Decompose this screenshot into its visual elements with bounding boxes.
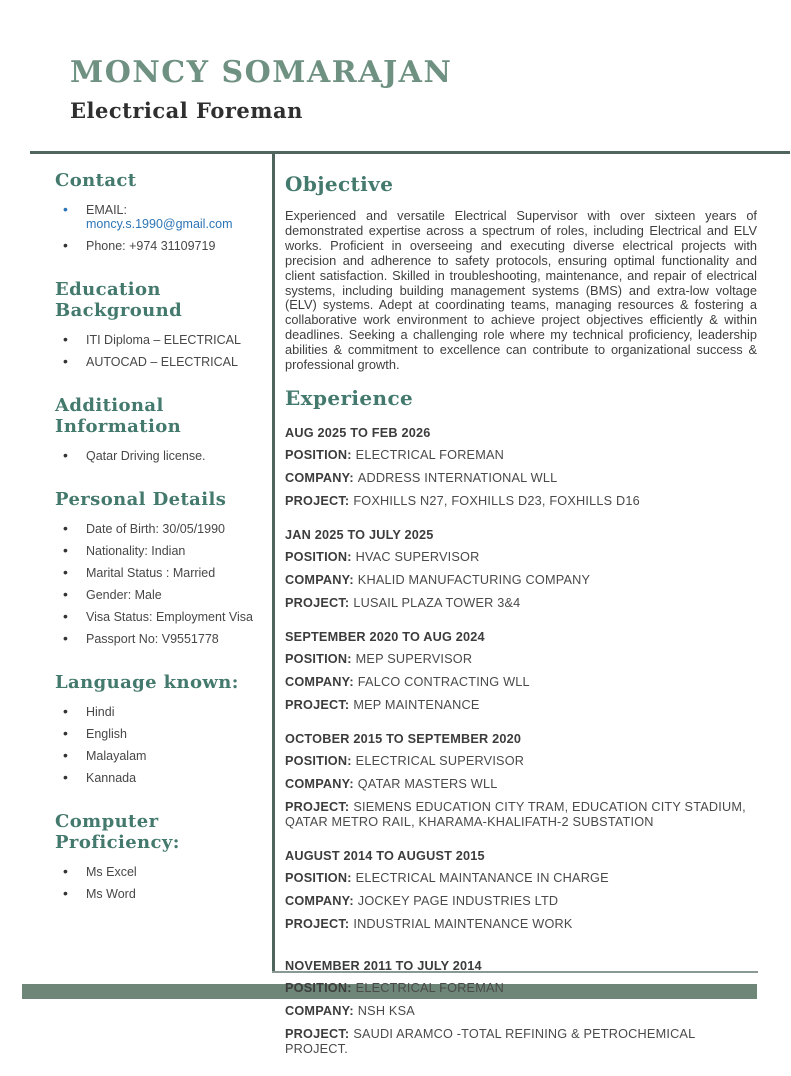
- position-value: ELECTRICAL SUPERVISOR: [355, 753, 525, 768]
- list-item: • Visa Status: Employment Visa: [55, 610, 267, 624]
- languages-heading: Language known:: [55, 672, 239, 693]
- entry-dates: JAN 2025 TO JULY 2025: [285, 527, 434, 542]
- header-divider-line: [30, 151, 790, 154]
- entry-position: [285, 550, 757, 565]
- entry-position: [285, 448, 757, 463]
- entry-project: [285, 494, 757, 509]
- company-label: COMPANY:: [285, 776, 354, 791]
- position-value: ELECTRICAL MAINTANANCE IN CHARGE: [355, 870, 609, 885]
- entry-project: [285, 800, 757, 830]
- position-label: POSITION:: [285, 549, 352, 564]
- entry-company: [285, 573, 757, 588]
- email-link[interactable]: moncy.s.1990@gmail.com: [86, 217, 233, 231]
- candidate-name: MONCY SOMARAJAN: [70, 55, 453, 90]
- candidate-title: Electrical Foreman: [70, 98, 303, 123]
- company-value: FALCO CONTRACTING WLL: [357, 674, 530, 689]
- entry-company: [285, 894, 757, 909]
- list-item: • Hindi: [55, 705, 267, 719]
- project-label: PROJECT:: [285, 1026, 350, 1041]
- entry-company: [285, 777, 757, 792]
- entry-company: [285, 675, 757, 690]
- list-item: • Malayalam: [55, 749, 267, 763]
- company-value: ADDRESS INTERNATIONAL WLL: [357, 470, 558, 485]
- project-value: MEP MAINTENANCE: [353, 697, 480, 712]
- list-item: • Ms Excel: [55, 865, 267, 879]
- company-label: COMPANY:: [285, 470, 354, 485]
- position-value: ELECTRICAL FOREMAN: [355, 447, 505, 462]
- company-value: NSH KSA: [357, 1003, 415, 1018]
- list-item: • Passport No: V9551778: [55, 632, 267, 646]
- contact-email-item: [55, 203, 267, 231]
- company-label: COMPANY:: [285, 674, 354, 689]
- experience-entry: [285, 732, 757, 830]
- entry-position: [285, 981, 757, 996]
- experience-entry: [285, 959, 757, 1057]
- company-value: JOCKEY PAGE INDUSTRIES LTD: [357, 893, 559, 908]
- right-column: [285, 172, 757, 1076]
- left-column: [55, 170, 267, 927]
- list-item: • Marital Status : Married: [55, 566, 267, 580]
- list-item: • Kannada: [55, 771, 267, 785]
- personal-details-section: [55, 489, 267, 646]
- contact-phone-item: • Phone: +974 31109719: [55, 239, 267, 253]
- project-value: SAUDI ARAMCO -TOTAL REFINING & PETROCHEMICAL PROJECT.: [285, 1026, 695, 1056]
- project-label: PROJECT:: [285, 697, 350, 712]
- entry-position: [285, 871, 757, 886]
- position-label: POSITION:: [285, 870, 352, 885]
- entry-company: [285, 471, 757, 486]
- project-value: FOXHILLS N27, FOXHILLS D23, FOXHILLS D16: [353, 493, 640, 508]
- computer-proficiency-section: [55, 811, 267, 901]
- list-item: • English: [55, 727, 267, 741]
- position-label: POSITION:: [285, 753, 352, 768]
- experience-entry: [285, 528, 757, 611]
- experience-heading: Experience: [285, 385, 414, 410]
- position-label: POSITION:: [285, 980, 352, 995]
- additional-info-section: [55, 395, 267, 463]
- project-label: PROJECT:: [285, 595, 350, 610]
- entry-project: [285, 698, 757, 713]
- list-item: • Qatar Driving license.: [55, 449, 267, 463]
- objective-heading: Objective: [285, 172, 394, 196]
- additional-info-heading: Additional Information: [55, 395, 182, 437]
- list-item: • Date of Birth: 30/05/1990: [55, 522, 267, 536]
- position-value: ELECTRICAL FOREMAN: [355, 980, 505, 995]
- column-divider-line: [272, 151, 275, 973]
- entry-dates: SEPTEMBER 2020 TO AUG 2024: [285, 629, 485, 644]
- header: [70, 55, 452, 123]
- experience-entry: [285, 849, 757, 932]
- position-value: MEP SUPERVISOR: [355, 651, 473, 666]
- company-label: COMPANY:: [285, 893, 354, 908]
- position-label: POSITION:: [285, 447, 352, 462]
- company-value: KHALID MANUFACTURING COMPANY: [357, 572, 591, 587]
- contact-heading: Contact: [55, 170, 137, 191]
- education-section: [55, 279, 267, 369]
- entry-position: [285, 652, 757, 667]
- list-item: • Gender: Male: [55, 588, 267, 602]
- entry-project: [285, 1027, 757, 1057]
- entry-company: [285, 1004, 757, 1019]
- personal-details-heading: Personal Details: [55, 489, 227, 510]
- project-label: PROJECT:: [285, 493, 350, 508]
- company-label: COMPANY:: [285, 572, 354, 587]
- position-label: POSITION:: [285, 651, 352, 666]
- objective-paragraph: Experienced and versatile Electrical Supervisor with over sixteen years of demonstrated expertise across a spectrum of roles, including Electrical and ELV works. Proficient in overseeing and executing diverse electrical projects with precision and adherence to safety protocols, ensuring optimal functionality and client satisfaction. Skilled in troubleshooting, maintenance, and repair of electrical systems, including building management systems (BMS) and extra-low voltage (ELV) systems. Adept at coordinating teams, managing resources & fostering a collaborative work environment to achieve project objectives efficiently & within deadlines. Seeking a challenging role where my technical proficiency, leadership abilities & commitment to excellence can contribute to organizational success & professional growth.: [285, 208, 757, 373]
- project-label: PROJECT:: [285, 916, 350, 931]
- position-value: HVAC SUPERVISOR: [355, 549, 480, 564]
- entry-project: [285, 596, 757, 611]
- company-label: COMPANY:: [285, 1003, 354, 1018]
- list-item: • Ms Word: [55, 887, 267, 901]
- languages-section: [55, 672, 267, 785]
- experience-entry: [285, 426, 757, 509]
- project-value: SIEMENS EDUCATION CITY TRAM, EDUCATION CITY STADIUM, QATAR METRO RAIL, KHARAMA-KHALIFATH-2 SUBSTATION: [285, 799, 746, 829]
- contact-section: [55, 170, 267, 253]
- computer-proficiency-heading: Computer Proficiency:: [55, 811, 180, 853]
- project-label: PROJECT:: [285, 799, 350, 814]
- entry-dates: AUGUST 2014 TO AUGUST 2015: [285, 848, 485, 863]
- list-item: • Nationality: Indian: [55, 544, 267, 558]
- list-item: • AUTOCAD – ELECTRICAL: [55, 355, 267, 369]
- project-value: LUSAIL PLAZA TOWER 3&4: [353, 595, 521, 610]
- entry-dates: AUG 2025 TO FEB 2026: [285, 425, 431, 440]
- company-value: QATAR MASTERS WLL: [357, 776, 498, 791]
- entry-dates: NOVEMBER 2011 TO JULY 2014: [285, 958, 482, 973]
- entry-position: [285, 754, 757, 769]
- education-heading: Education Background: [55, 279, 183, 321]
- email-label: EMAIL:: [86, 203, 127, 217]
- entry-project: [285, 917, 757, 932]
- list-item: • ITI Diploma – ELECTRICAL: [55, 333, 267, 347]
- entry-dates: OCTOBER 2015 TO SEPTEMBER 2020: [285, 731, 522, 746]
- experience-entry: [285, 630, 757, 713]
- project-value: INDUSTRIAL MAINTENANCE WORK: [353, 916, 573, 931]
